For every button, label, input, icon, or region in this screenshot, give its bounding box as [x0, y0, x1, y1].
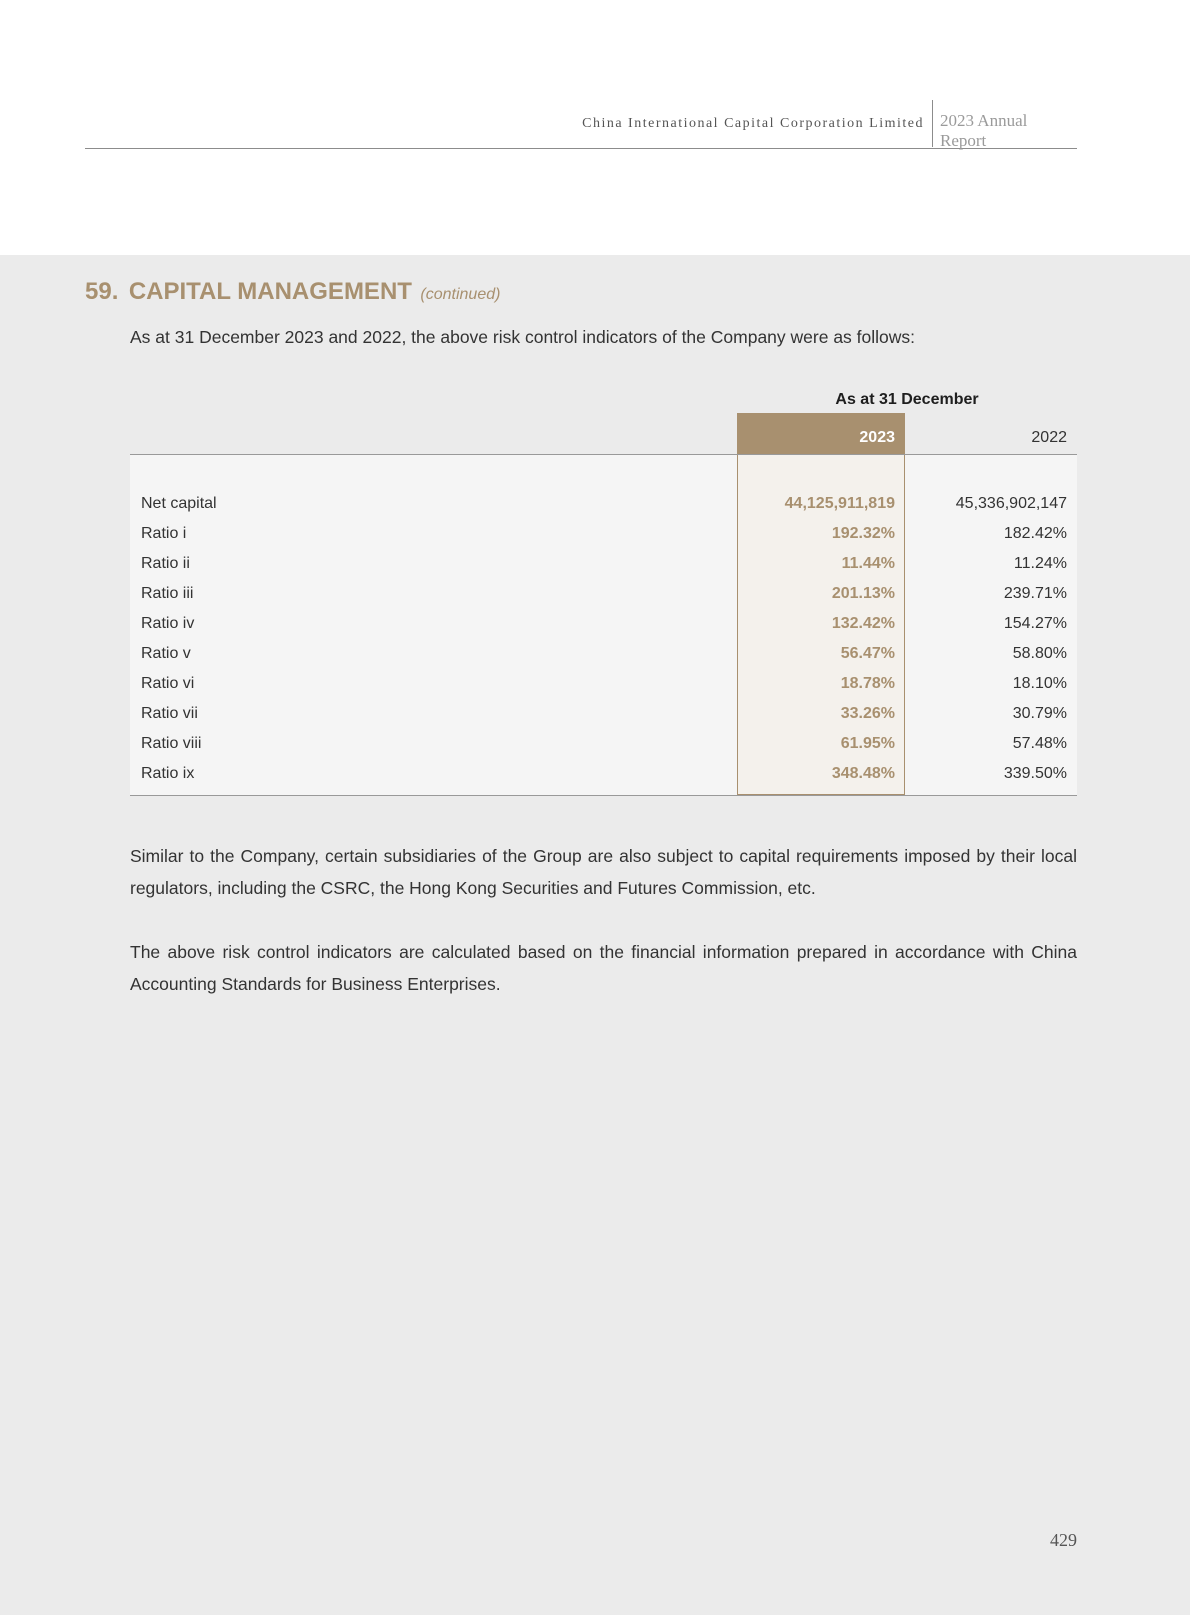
table-bottom-rule — [130, 795, 1077, 796]
row-label: Ratio vi — [141, 675, 195, 692]
section-title — [85, 278, 500, 306]
row-label: Ratio ix — [141, 765, 195, 782]
row-label: Ratio iii — [141, 585, 194, 602]
table-rows — [130, 494, 1077, 794]
value-2023: 44,125,911,819 — [784, 495, 895, 512]
value-2023: 33.26% — [840, 705, 895, 722]
value-2022: 11.24% — [1013, 555, 1067, 572]
value-2022: 57.48% — [1012, 735, 1067, 752]
value-2022: 45,336,902,147 — [955, 495, 1067, 512]
column-group-header: As at 31 December — [835, 391, 979, 408]
value-2023: 192.32% — [831, 525, 895, 542]
table-row — [130, 614, 1077, 644]
column-header-2022: 2022 — [1031, 429, 1067, 446]
running-header — [85, 100, 1077, 149]
row-label: Ratio ii — [141, 555, 190, 572]
value-2023: 201.13% — [831, 585, 895, 602]
table-header-rule — [130, 454, 1077, 455]
row-label: Ratio viii — [141, 735, 202, 752]
section-name: CAPITAL MANAGEMENT — [128, 278, 412, 305]
intro-text: As at 31 December 2023 and 2022, the above risk control indicators of the Company were as follows: — [130, 327, 916, 347]
table-row — [130, 734, 1077, 764]
value-2022: 339.50% — [1003, 765, 1067, 782]
value-2023: 61.95% — [840, 735, 895, 752]
table-row — [130, 764, 1077, 794]
table-row — [130, 674, 1077, 704]
section-suffix: (continued) — [420, 286, 501, 303]
value-2022: 58.80% — [1012, 645, 1067, 662]
table-row — [130, 494, 1077, 524]
table-row — [130, 524, 1077, 554]
value-2023: 348.48% — [831, 765, 895, 782]
value-2023: 18.78% — [840, 675, 895, 692]
paragraph-standards: The above risk control indicators are calculated based on the financial information prepared in accordance with China Accounting Standards for Business Enterprises. — [130, 942, 1077, 994]
value-2022: 18.10% — [1012, 675, 1067, 692]
paragraph-subsidiaries: Similar to the Company, certain subsidiaries of the Group are also subject to capital requirements imposed by their local regulators, including the CSRC, the Hong Kong Securities and Futures Commission, etc. — [130, 846, 1077, 898]
risk-indicators-table — [130, 385, 1077, 796]
value-2023: 132.42% — [831, 615, 895, 632]
value-2022: 239.71% — [1003, 585, 1067, 602]
value-2023: 56.47% — [840, 645, 895, 662]
header-divider — [932, 100, 933, 147]
row-label: Ratio iv — [141, 615, 195, 632]
column-header-2023: 2023 — [859, 429, 895, 446]
table-row — [130, 644, 1077, 674]
table-row — [130, 584, 1077, 614]
value-2022: 154.27% — [1003, 615, 1067, 632]
value-2022: 30.79% — [1012, 705, 1067, 722]
row-label: Net capital — [141, 495, 217, 512]
company-name: China International Capital Corporation Limited — [582, 116, 924, 131]
row-label: Ratio i — [141, 525, 187, 542]
row-label: Ratio vii — [141, 705, 198, 722]
value-2022: 182.42% — [1003, 525, 1067, 542]
row-label: Ratio v — [141, 645, 191, 662]
section-number: 59. — [85, 278, 119, 305]
table-row — [130, 554, 1077, 584]
value-2023: 11.44% — [841, 555, 895, 572]
table-row — [130, 704, 1077, 734]
page-number: 429 — [1050, 1530, 1077, 1550]
report-label: 2023 Annual Report — [940, 111, 1028, 150]
